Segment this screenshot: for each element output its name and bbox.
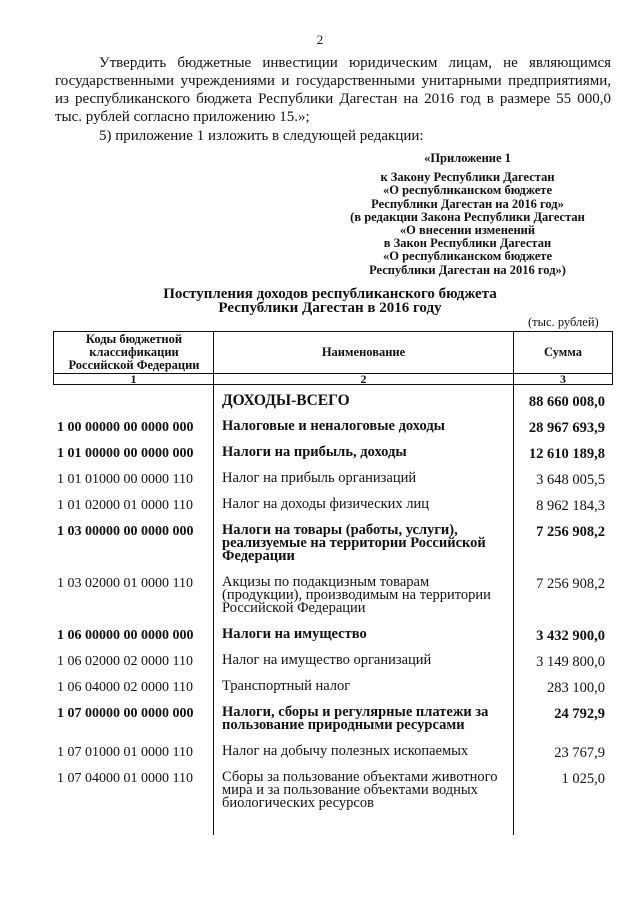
row-code: 1 07 00000 00 0000 000 bbox=[57, 706, 194, 721]
appendix-line: в Закон Республики Дагестан bbox=[383, 236, 552, 251]
row-sum: 8 962 184,3 bbox=[536, 498, 605, 514]
table-title bbox=[130, 287, 530, 315]
appendix-line: (в редакции Закона Республики Дагестан bbox=[350, 209, 585, 224]
column-divider-2 bbox=[513, 331, 514, 835]
row-sum: 88 660 008,0 bbox=[528, 394, 605, 410]
header-sum: Сумма bbox=[544, 345, 582, 359]
appendix-line: «О республиканском бюджете bbox=[383, 249, 552, 264]
row-sum: 3 149 800,0 bbox=[536, 654, 605, 670]
row-sum: 7 256 908,2 bbox=[536, 524, 605, 540]
header-code: Коды бюджетной классификации Российской Федерации bbox=[68, 332, 200, 372]
row-code: 1 06 00000 00 0000 000 bbox=[57, 628, 194, 643]
row-name: Налог на имущество организаций bbox=[222, 652, 432, 668]
appendix-line: к Закону Республики Дагестан bbox=[380, 170, 555, 185]
row-name: Акцизы по подакцизным товарам (продукции), производимым на территории Российской Федерации bbox=[222, 574, 491, 616]
intro-paragraph: Утвердить бюджетные инвестиции юридическим лицам, не являющимся государственными учреждениями и государственными унитарными предприятиями, из республиканского бюджета Республики Дагестан на 2016 год в размере 55 000,0 тыс. рублей согласно приложению 15.»; bbox=[55, 55, 611, 125]
units-label: (тыс. рублей) bbox=[528, 315, 599, 329]
row-name: Налоги, сборы и регулярные платежи за пользование природными ресурсами bbox=[222, 704, 489, 733]
row-name: Налог на прибыль организаций bbox=[222, 470, 417, 486]
row-name: Налог на добычу полезных ископаемых bbox=[222, 743, 469, 759]
page-number: 2 bbox=[316, 32, 324, 47]
row-name: Сборы за пользование объектами животного мира и за пользование объектами водных биологических ресурсов bbox=[222, 769, 498, 811]
row-code: 1 07 01000 01 0000 110 bbox=[57, 745, 193, 760]
appendix-line: Республики Дагестан на 2016 год») bbox=[369, 262, 566, 277]
row-sum: 24 792,9 bbox=[554, 706, 605, 722]
row-name: ДОХОДЫ-ВСЕГО bbox=[222, 392, 350, 409]
table-right-border bbox=[612, 331, 613, 385]
row-sum: 1 025,0 bbox=[561, 771, 605, 787]
row-code: 1 07 04000 01 0000 110 bbox=[57, 771, 193, 786]
row-sum: 283 100,0 bbox=[547, 680, 605, 696]
row-code: 1 06 02000 02 0000 110 bbox=[57, 654, 193, 669]
table-title-line: Поступления доходов республиканского бюджета bbox=[163, 286, 497, 302]
table-title-line: Республики Дагестан в 2016 году bbox=[218, 300, 442, 316]
column-number-1: 1 bbox=[130, 372, 137, 386]
row-sum: 12 610 189,8 bbox=[528, 446, 605, 462]
row-code: 1 03 00000 00 0000 000 bbox=[57, 524, 194, 539]
appendix-header bbox=[335, 152, 600, 277]
row-sum: 7 256 908,2 bbox=[536, 576, 605, 592]
row-sum: 28 967 693,9 bbox=[528, 420, 605, 436]
header-name: Наименование bbox=[321, 345, 406, 359]
row-name: Налоги на имущество bbox=[222, 626, 367, 642]
appendix-line: Республики Дагестан на 2016 год» bbox=[371, 196, 564, 211]
row-name: Налоговые и неналоговые доходы bbox=[222, 418, 445, 434]
row-name: Налог на доходы физических лиц bbox=[222, 496, 430, 512]
appendix-line: «О внесении изменений bbox=[399, 223, 536, 238]
column-number-3: 3 bbox=[560, 372, 566, 386]
row-name: Налоги на товары (работы, услуги), реализуемые на территории Российской Федерации bbox=[222, 522, 486, 564]
row-code: 1 06 04000 02 0000 110 bbox=[57, 680, 193, 695]
row-code: 1 01 00000 00 0000 000 bbox=[57, 446, 194, 461]
appendix-line: «О республиканском бюджете bbox=[383, 183, 552, 198]
row-sum: 23 767,9 bbox=[554, 745, 605, 761]
column-number-2: 2 bbox=[360, 372, 367, 386]
intro-text bbox=[55, 54, 611, 126]
amendment-line: 5) приложение 1 изложить в следующей редакции: bbox=[99, 128, 424, 144]
appendix-line: «Приложение 1 bbox=[424, 151, 511, 165]
row-code: 1 01 01000 00 0000 110 bbox=[57, 472, 193, 487]
row-code: 1 03 02000 01 0000 110 bbox=[57, 576, 193, 591]
row-name: Транспортный налог bbox=[222, 678, 351, 694]
row-name: Налоги на прибыль, доходы bbox=[222, 444, 407, 460]
row-sum: 3 432 900,0 bbox=[536, 628, 605, 644]
row-code: 1 01 02000 01 0000 110 bbox=[57, 498, 193, 513]
row-sum: 3 648 005,5 bbox=[536, 472, 605, 488]
row-code: 1 00 00000 00 0000 000 bbox=[57, 420, 194, 435]
column-divider-1 bbox=[213, 331, 214, 835]
